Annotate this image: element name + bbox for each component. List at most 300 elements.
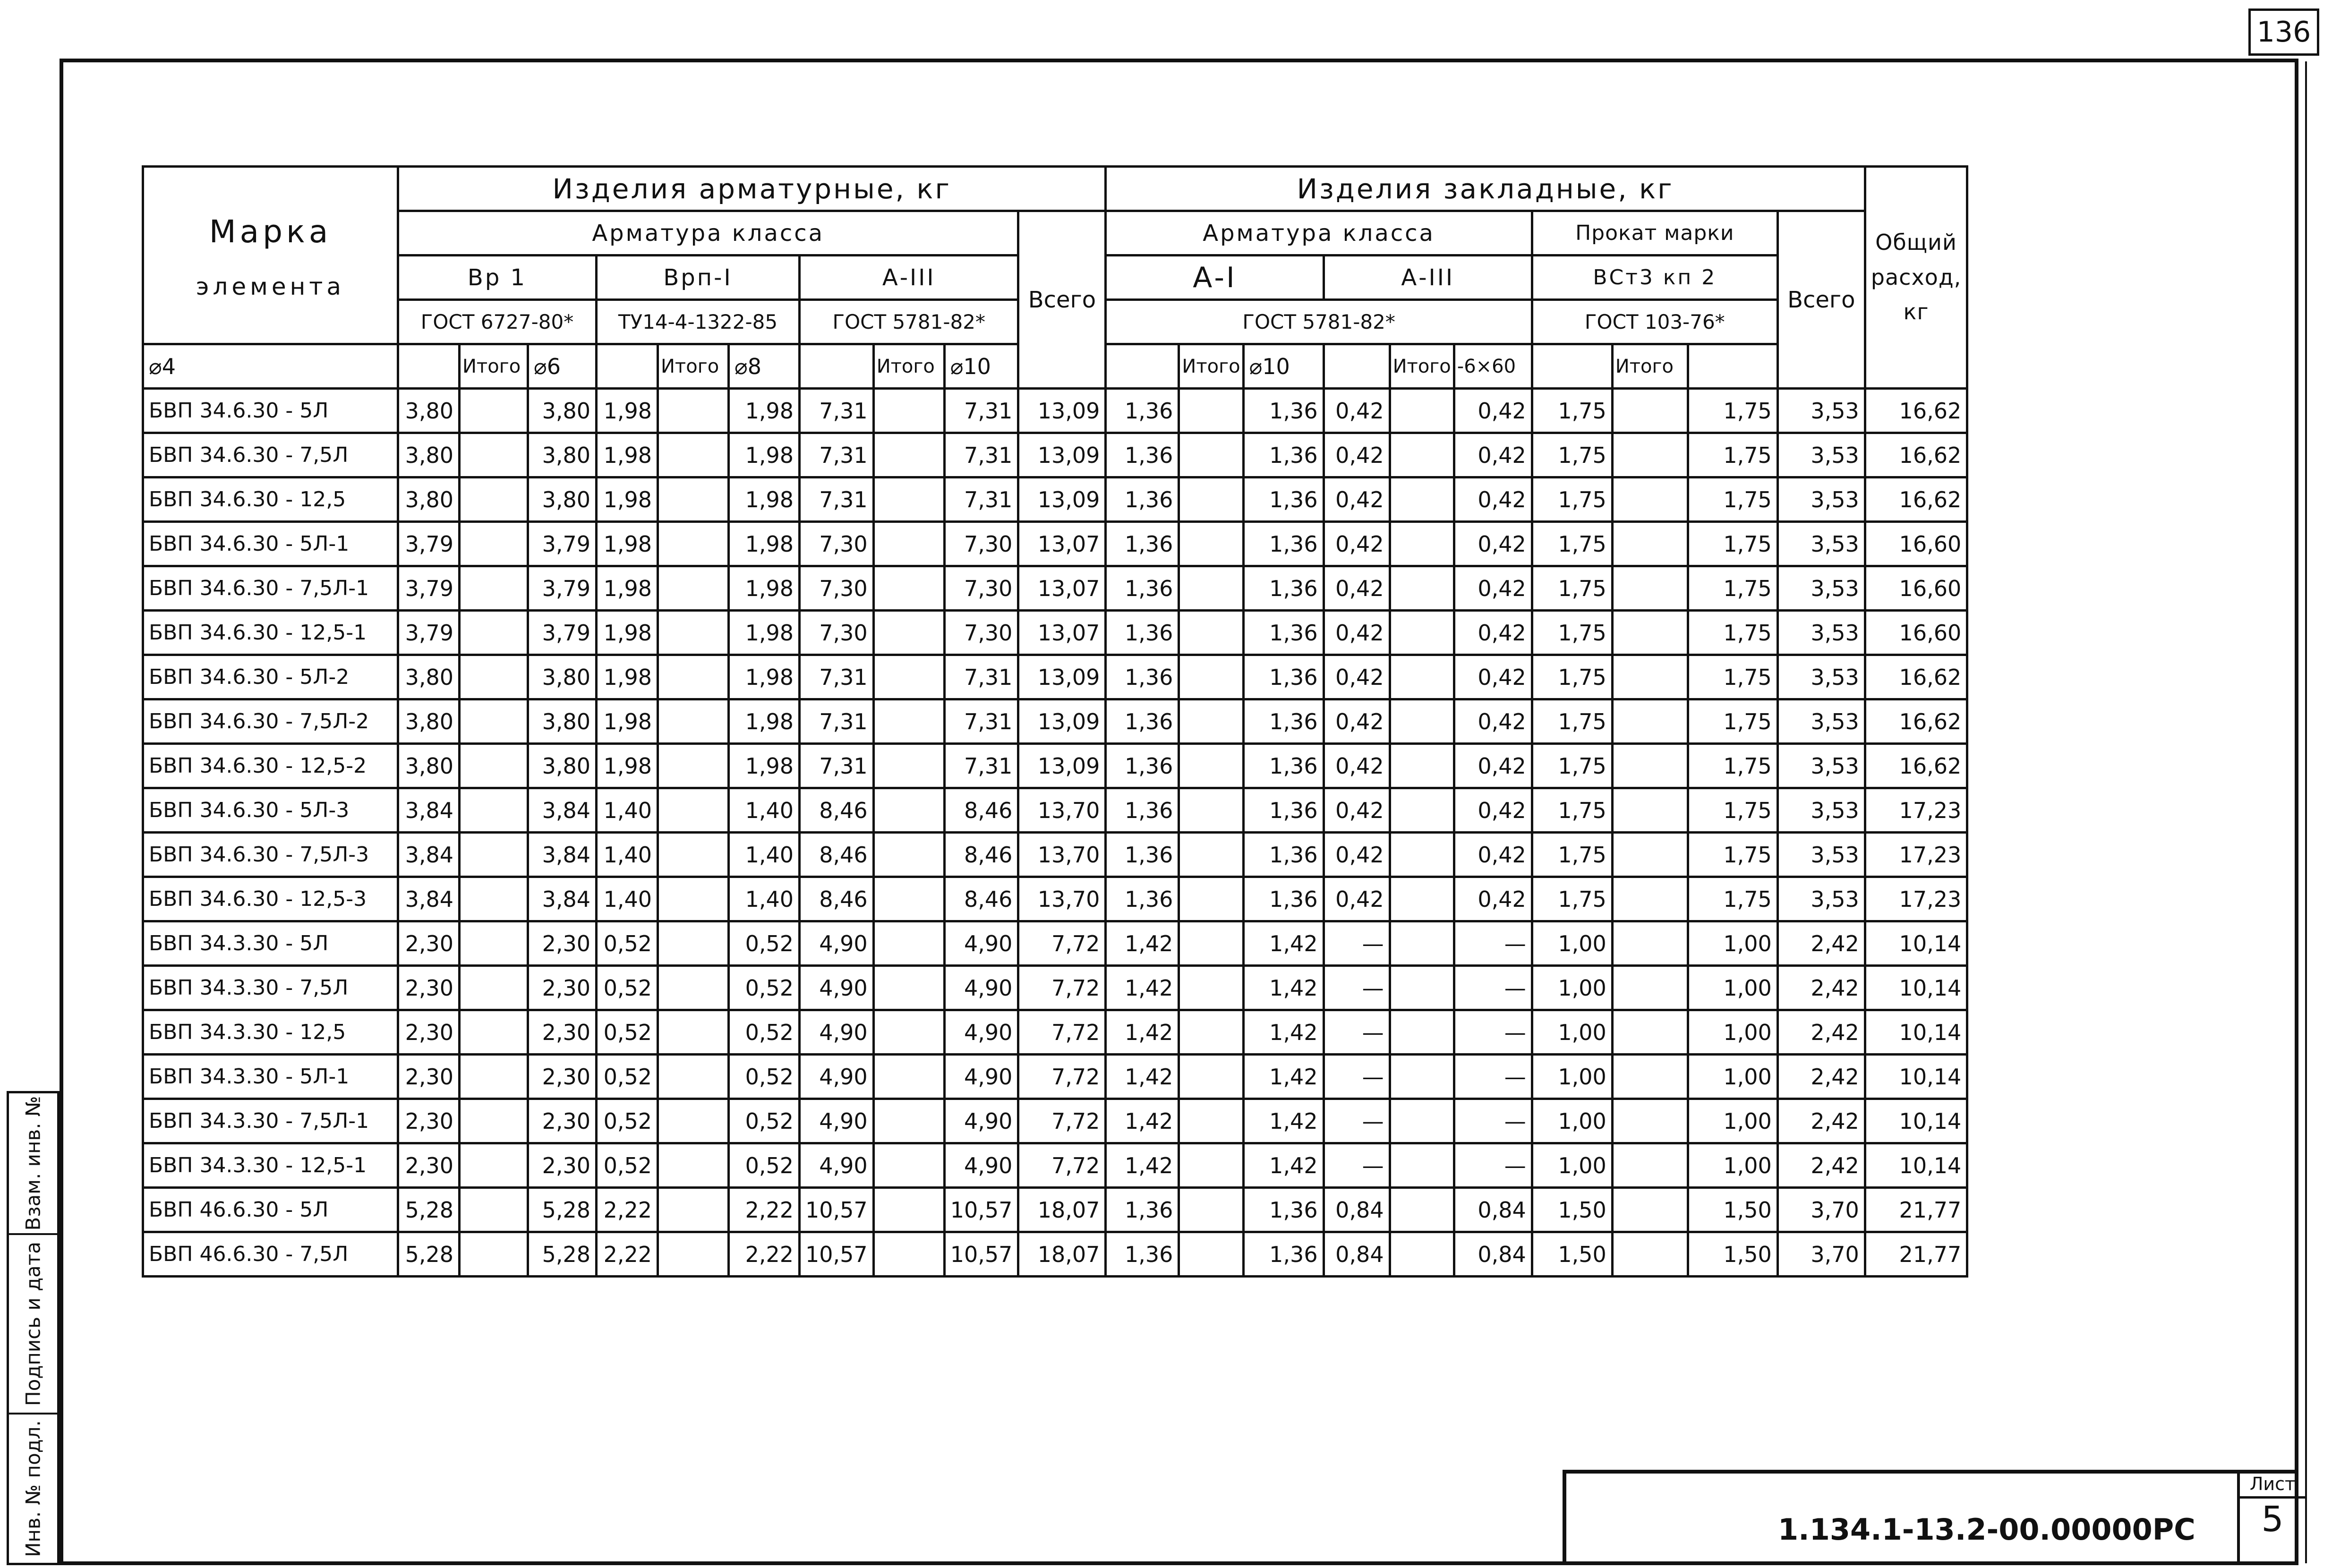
row-value-cell: 7,31 (944, 389, 1018, 433)
row-value-cell (1390, 433, 1454, 477)
row-value-cell: 21,77 (1865, 1232, 1967, 1277)
row-mark-cell: БВП 34.6.30 - 5Л-2 (143, 655, 398, 699)
row-value-cell: 1,36 (1106, 1232, 1179, 1277)
row-value-cell: 7,31 (944, 477, 1018, 522)
row-value-cell (658, 477, 729, 522)
row-value-cell: 0,42 (1324, 744, 1390, 788)
header-marka (143, 167, 398, 344)
header-s6x60: -6×60 (1454, 344, 1532, 389)
header-itogo-4: Итого (1179, 344, 1243, 389)
row-value-cell: 1,75 (1532, 522, 1612, 566)
row-value-cell: 0,42 (1324, 788, 1390, 833)
row-value-cell: 1,36 (1106, 877, 1179, 921)
row-value-cell: 1,98 (729, 566, 800, 611)
row-value-cell: 3,53 (1777, 744, 1865, 788)
row-value-cell: 1,75 (1532, 833, 1612, 877)
row-value-cell: 8,46 (944, 833, 1018, 877)
row-value-cell (460, 611, 528, 655)
row-value-cell: 1,42 (1243, 1010, 1324, 1055)
row-value-cell: 0,42 (1324, 833, 1390, 877)
row-value-cell (1612, 522, 1688, 566)
row-value-cell (1179, 433, 1243, 477)
header-row-2 (143, 211, 1967, 256)
row-value-cell: 1,36 (1243, 877, 1324, 921)
table-row (143, 1010, 1967, 1055)
header-gost-3: ГОСТ 5781-82* (1106, 300, 1532, 344)
row-value-cell (658, 433, 729, 477)
row-value-cell: 13,07 (1018, 566, 1106, 611)
header-bpp1: Врп-I (597, 256, 800, 300)
row-value-cell: 2,30 (528, 1099, 597, 1143)
row-value-cell: 1,36 (1243, 744, 1324, 788)
row-value-cell: 4,90 (800, 1099, 874, 1143)
row-value-cell: 18,07 (1018, 1232, 1106, 1277)
row-value-cell: 1,42 (1106, 1010, 1179, 1055)
row-value-cell (658, 877, 729, 921)
row-value-cell: 1,98 (597, 655, 658, 699)
row-value-cell (1179, 833, 1243, 877)
row-value-cell: 3,53 (1777, 433, 1865, 477)
row-value-cell (1390, 477, 1454, 522)
row-value-cell: 3,53 (1777, 522, 1865, 566)
row-value-cell: 10,14 (1865, 1055, 1967, 1099)
row-value-cell: 1,36 (1106, 788, 1179, 833)
row-value-cell: 1,36 (1243, 1188, 1324, 1232)
row-value-cell (1179, 1143, 1243, 1188)
row-value-cell: 1,36 (1106, 655, 1179, 699)
row-value-cell: 1,98 (729, 611, 800, 655)
header-vsego-1: Всего (1018, 211, 1106, 389)
row-value-cell (1612, 744, 1688, 788)
row-value-cell: 13,09 (1018, 433, 1106, 477)
row-value-cell (1390, 566, 1454, 611)
row-value-cell: 1,98 (597, 433, 658, 477)
header-blank-3 (800, 344, 874, 389)
row-value-cell (658, 1010, 729, 1055)
row-value-cell: 3,84 (528, 788, 597, 833)
row-value-cell (460, 1099, 528, 1143)
table-row (143, 1055, 1967, 1099)
row-value-cell: 0,52 (597, 1010, 658, 1055)
row-value-cell (1390, 744, 1454, 788)
row-value-cell: 2,22 (729, 1232, 800, 1277)
row-value-cell (1390, 966, 1454, 1010)
row-value-cell (1179, 566, 1243, 611)
row-value-cell (658, 744, 729, 788)
row-value-cell: 0,42 (1324, 566, 1390, 611)
table-row (143, 1232, 1967, 1277)
row-value-cell (460, 744, 528, 788)
row-value-cell: 1,42 (1106, 966, 1179, 1010)
row-value-cell: 13,07 (1018, 522, 1106, 566)
row-value-cell (1390, 1010, 1454, 1055)
row-value-cell: 1,98 (597, 611, 658, 655)
row-value-cell (658, 699, 729, 744)
row-value-cell: 5,28 (398, 1232, 460, 1277)
table-row (143, 744, 1967, 788)
row-value-cell: 3,79 (398, 522, 460, 566)
row-mark-cell: БВП 34.6.30 - 12,5-1 (143, 611, 398, 655)
row-mark-cell: БВП 34.6.30 - 7,5Л (143, 433, 398, 477)
row-mark-cell: БВП 46.6.30 - 5Л (143, 1188, 398, 1232)
row-value-cell (460, 1232, 528, 1277)
row-value-cell: 8,46 (800, 877, 874, 921)
row-value-cell: 1,98 (597, 389, 658, 433)
row-value-cell: 13,09 (1018, 477, 1106, 522)
row-value-cell (1179, 877, 1243, 921)
row-value-cell: 1,40 (729, 788, 800, 833)
header-d10a: ⌀10 (944, 344, 1018, 389)
side-cell-replace-inv (9, 1093, 57, 1235)
row-value-cell (873, 522, 944, 566)
row-value-cell: 1,75 (1688, 833, 1777, 877)
row-value-cell: 7,31 (944, 655, 1018, 699)
row-value-cell: 1,36 (1243, 788, 1324, 833)
header-a3b: А-III (1324, 256, 1532, 300)
row-value-cell: 3,79 (398, 611, 460, 655)
row-mark-cell: БВП 34.6.30 - 5Л (143, 389, 398, 433)
row-value-cell: 3,79 (398, 566, 460, 611)
row-value-cell (1390, 1055, 1454, 1099)
row-value-cell (658, 788, 729, 833)
row-value-cell: 7,31 (800, 433, 874, 477)
row-value-cell (1179, 1099, 1243, 1143)
row-value-cell: 3,53 (1777, 877, 1865, 921)
row-value-cell: 4,90 (800, 1010, 874, 1055)
row-value-cell: 3,80 (398, 655, 460, 699)
row-value-cell: 0,84 (1454, 1188, 1532, 1232)
row-value-cell: 2,30 (398, 1010, 460, 1055)
row-value-cell: 2,30 (528, 1010, 597, 1055)
row-value-cell (873, 788, 944, 833)
row-value-cell: 13,70 (1018, 833, 1106, 877)
row-value-cell: 1,36 (1106, 566, 1179, 611)
row-value-cell: 1,42 (1106, 921, 1179, 966)
row-value-cell (873, 477, 944, 522)
row-value-cell (1612, 833, 1688, 877)
row-value-cell (460, 1188, 528, 1232)
header-arm-class: Арматура класса (398, 211, 1018, 256)
side-label-signature: Подпись и дата (21, 1242, 45, 1406)
row-value-cell: 1,98 (729, 477, 800, 522)
row-value-cell: 1,75 (1532, 655, 1612, 699)
row-value-cell: 0,84 (1324, 1188, 1390, 1232)
row-value-cell (873, 1055, 944, 1099)
row-value-cell: 4,90 (944, 1143, 1018, 1188)
row-value-cell (1179, 611, 1243, 655)
row-value-cell: 0,42 (1324, 522, 1390, 566)
row-value-cell: 1,36 (1243, 477, 1324, 522)
row-value-cell: 1,42 (1243, 921, 1324, 966)
row-value-cell: 1,42 (1243, 1099, 1324, 1143)
row-value-cell: 1,00 (1532, 1010, 1612, 1055)
row-value-cell: 2,30 (528, 1055, 597, 1099)
row-value-cell (1179, 788, 1243, 833)
row-value-cell: 0,42 (1324, 389, 1390, 433)
row-value-cell: 0,42 (1454, 433, 1532, 477)
row-value-cell: 5,28 (528, 1188, 597, 1232)
row-value-cell (1390, 699, 1454, 744)
row-value-cell (658, 522, 729, 566)
row-value-cell (1612, 1143, 1688, 1188)
row-value-cell: 1,98 (597, 477, 658, 522)
row-value-cell: 1,75 (1532, 744, 1612, 788)
row-value-cell (460, 433, 528, 477)
table-row (143, 1188, 1967, 1232)
document-code: 1.134.1-13.2-00.00000РС (1778, 1512, 2195, 1547)
row-value-cell: 1,40 (597, 833, 658, 877)
row-value-cell: — (1324, 966, 1390, 1010)
row-value-cell: 0,52 (729, 1143, 800, 1188)
row-value-cell: 7,72 (1018, 966, 1106, 1010)
row-value-cell: 17,23 (1865, 833, 1967, 877)
row-value-cell: 1,42 (1106, 1143, 1179, 1188)
row-mark-cell: БВП 34.3.30 - 5Л-1 (143, 1055, 398, 1099)
row-value-cell: 10,14 (1865, 1099, 1967, 1143)
row-value-cell: 1,00 (1688, 921, 1777, 966)
row-value-cell (873, 877, 944, 921)
row-value-cell: 7,72 (1018, 1055, 1106, 1099)
row-value-cell: 3,53 (1777, 611, 1865, 655)
row-value-cell: 1,36 (1106, 699, 1179, 744)
row-value-cell: — (1324, 1099, 1390, 1143)
row-value-cell (1612, 1010, 1688, 1055)
row-value-cell: 4,90 (944, 1099, 1018, 1143)
row-value-cell: 1,75 (1688, 477, 1777, 522)
row-value-cell: 3,84 (398, 877, 460, 921)
header-blank-2 (597, 344, 658, 389)
row-value-cell: 0,42 (1454, 699, 1532, 744)
row-value-cell: 2,30 (398, 966, 460, 1010)
row-value-cell: 3,53 (1777, 655, 1865, 699)
row-value-cell: 1,36 (1243, 833, 1324, 877)
row-value-cell: 1,00 (1688, 966, 1777, 1010)
row-value-cell (1612, 877, 1688, 921)
row-value-cell (1612, 1055, 1688, 1099)
row-value-cell: 13,09 (1018, 655, 1106, 699)
row-value-cell (1612, 966, 1688, 1010)
row-value-cell: 2,42 (1777, 921, 1865, 966)
row-value-cell: 0,52 (729, 1010, 800, 1055)
row-value-cell (1390, 611, 1454, 655)
row-value-cell: 0,84 (1324, 1232, 1390, 1277)
row-value-cell: 1,75 (1532, 477, 1612, 522)
row-value-cell: 7,31 (800, 477, 874, 522)
row-value-cell: 1,98 (597, 744, 658, 788)
row-value-cell: — (1454, 921, 1532, 966)
row-value-cell: 7,30 (944, 522, 1018, 566)
header-a3: А-III (800, 256, 1018, 300)
row-value-cell (1179, 1055, 1243, 1099)
header-arm-class-2: Арматура класса (1106, 211, 1532, 256)
row-value-cell: 1,75 (1532, 611, 1612, 655)
header-itogo-6: Итого (1612, 344, 1688, 389)
row-value-cell (1179, 655, 1243, 699)
row-value-cell: 16,62 (1865, 389, 1967, 433)
row-value-cell: 7,30 (800, 566, 874, 611)
header-marka-line1: Марка (209, 213, 332, 250)
row-value-cell: 8,46 (800, 788, 874, 833)
row-value-cell: 3,80 (528, 433, 597, 477)
header-blank-6 (1532, 344, 1612, 389)
row-value-cell (658, 1232, 729, 1277)
frame-right-line (2305, 61, 2307, 1563)
row-value-cell (873, 611, 944, 655)
row-value-cell: 1,36 (1243, 699, 1324, 744)
row-value-cell: 16,60 (1865, 611, 1967, 655)
row-value-cell: 1,50 (1688, 1188, 1777, 1232)
title-block (1563, 1470, 2298, 1564)
row-value-cell: 7,30 (800, 522, 874, 566)
row-value-cell: 1,75 (1688, 877, 1777, 921)
header-group-arm: Изделия арматурные, кг (398, 167, 1106, 211)
row-value-cell: 1,75 (1532, 566, 1612, 611)
row-value-cell: 13,07 (1018, 611, 1106, 655)
header-blank-4 (1106, 344, 1179, 389)
row-value-cell: 1,36 (1243, 611, 1324, 655)
side-cell-signature (9, 1235, 57, 1415)
header-d10b: ⌀10 (1243, 344, 1324, 389)
row-value-cell: 3,79 (528, 611, 597, 655)
row-value-cell (873, 921, 944, 966)
header-bp1: Вр 1 (398, 256, 597, 300)
row-value-cell: 0,42 (1324, 433, 1390, 477)
row-value-cell: 1,75 (1532, 433, 1612, 477)
row-value-cell: 0,42 (1454, 522, 1532, 566)
row-value-cell: 13,09 (1018, 389, 1106, 433)
row-value-cell (658, 966, 729, 1010)
row-value-cell: 7,31 (800, 389, 874, 433)
row-value-cell: 3,80 (398, 477, 460, 522)
row-value-cell: 3,80 (528, 389, 597, 433)
header-itogo-2: Итого (658, 344, 729, 389)
row-value-cell: 1,75 (1532, 699, 1612, 744)
row-value-cell: — (1454, 1010, 1532, 1055)
row-value-cell (1390, 788, 1454, 833)
row-value-cell: 1,98 (597, 566, 658, 611)
header-itogo-1: Итого (460, 344, 528, 389)
row-value-cell: 1,98 (597, 522, 658, 566)
row-value-cell (460, 877, 528, 921)
row-value-cell: 1,40 (597, 788, 658, 833)
row-value-cell: 0,52 (597, 1099, 658, 1143)
row-value-cell (873, 1143, 944, 1188)
side-label-orig-inv: Инв. № подл. (21, 1420, 45, 1557)
row-value-cell: 4,90 (944, 1055, 1018, 1099)
row-value-cell: 1,00 (1688, 1143, 1777, 1188)
row-value-cell (873, 744, 944, 788)
row-value-cell (658, 389, 729, 433)
row-value-cell (873, 655, 944, 699)
table-row (143, 522, 1967, 566)
row-value-cell: 2,22 (597, 1188, 658, 1232)
header-itogo-5: Итого (1390, 344, 1454, 389)
header-prokat: Прокат марки (1532, 211, 1777, 256)
row-value-cell: 16,60 (1865, 522, 1967, 566)
header-marka-line2: элемента (196, 273, 345, 300)
row-value-cell: 4,90 (800, 1055, 874, 1099)
row-value-cell: — (1454, 966, 1532, 1010)
row-mark-cell: БВП 34.3.30 - 5Л (143, 921, 398, 966)
row-value-cell: 1,36 (1106, 477, 1179, 522)
row-value-cell: 7,72 (1018, 1010, 1106, 1055)
row-value-cell: 16,62 (1865, 433, 1967, 477)
row-value-cell: 13,70 (1018, 788, 1106, 833)
row-value-cell: 1,40 (729, 877, 800, 921)
table-row (143, 833, 1967, 877)
row-value-cell: 0,52 (729, 921, 800, 966)
row-value-cell: 4,90 (944, 921, 1018, 966)
row-value-cell (873, 433, 944, 477)
header-blank-1 (398, 344, 460, 389)
row-value-cell: 1,00 (1532, 1055, 1612, 1099)
sheet-label: Лист (2240, 1474, 2305, 1499)
row-value-cell (460, 1010, 528, 1055)
row-value-cell: 1,98 (597, 699, 658, 744)
row-value-cell: 16,62 (1865, 744, 1967, 788)
row-value-cell: 1,50 (1532, 1232, 1612, 1277)
table-row (143, 389, 1967, 433)
row-value-cell: 2,30 (398, 1099, 460, 1143)
row-value-cell (1390, 1143, 1454, 1188)
row-value-cell (1390, 655, 1454, 699)
row-value-cell: 0,42 (1324, 699, 1390, 744)
row-value-cell (460, 1055, 528, 1099)
row-value-cell: 16,62 (1865, 699, 1967, 744)
row-value-cell: — (1454, 1143, 1532, 1188)
row-value-cell: 0,42 (1454, 611, 1532, 655)
row-value-cell (460, 566, 528, 611)
row-value-cell: 3,80 (398, 433, 460, 477)
table-row (143, 566, 1967, 611)
row-value-cell (1390, 1099, 1454, 1143)
row-value-cell (658, 611, 729, 655)
row-value-cell: 4,90 (800, 921, 874, 966)
row-value-cell (1179, 966, 1243, 1010)
row-value-cell (873, 966, 944, 1010)
row-value-cell: 1,36 (1243, 566, 1324, 611)
row-value-cell (1179, 1010, 1243, 1055)
row-value-cell (460, 966, 528, 1010)
row-value-cell: 1,40 (597, 877, 658, 921)
row-value-cell: 3,70 (1777, 1188, 1865, 1232)
row-mark-cell: БВП 34.6.30 - 7,5Л-3 (143, 833, 398, 877)
row-value-cell: 1,98 (729, 433, 800, 477)
row-value-cell: 0,42 (1454, 788, 1532, 833)
row-value-cell (1390, 389, 1454, 433)
row-value-cell: 10,57 (944, 1188, 1018, 1232)
row-value-cell (873, 389, 944, 433)
row-value-cell: 0,52 (597, 1055, 658, 1099)
row-value-cell: 3,53 (1777, 477, 1865, 522)
row-mark-cell: БВП 34.6.30 - 12,5-3 (143, 877, 398, 921)
row-value-cell: 0,84 (1454, 1232, 1532, 1277)
row-value-cell: 1,00 (1532, 1099, 1612, 1143)
row-value-cell (873, 566, 944, 611)
row-value-cell (1390, 833, 1454, 877)
row-value-cell: 7,30 (944, 566, 1018, 611)
row-value-cell: 1,50 (1688, 1232, 1777, 1277)
row-value-cell: 7,31 (944, 699, 1018, 744)
row-value-cell: 13,09 (1018, 744, 1106, 788)
row-value-cell: 1,42 (1106, 1099, 1179, 1143)
table-body (143, 389, 1967, 1277)
row-value-cell: 1,75 (1688, 744, 1777, 788)
row-value-cell: 7,31 (944, 433, 1018, 477)
row-value-cell: 2,42 (1777, 1099, 1865, 1143)
row-value-cell: 5,28 (528, 1232, 597, 1277)
header-gost-4: ГОСТ 103-76* (1532, 300, 1777, 344)
